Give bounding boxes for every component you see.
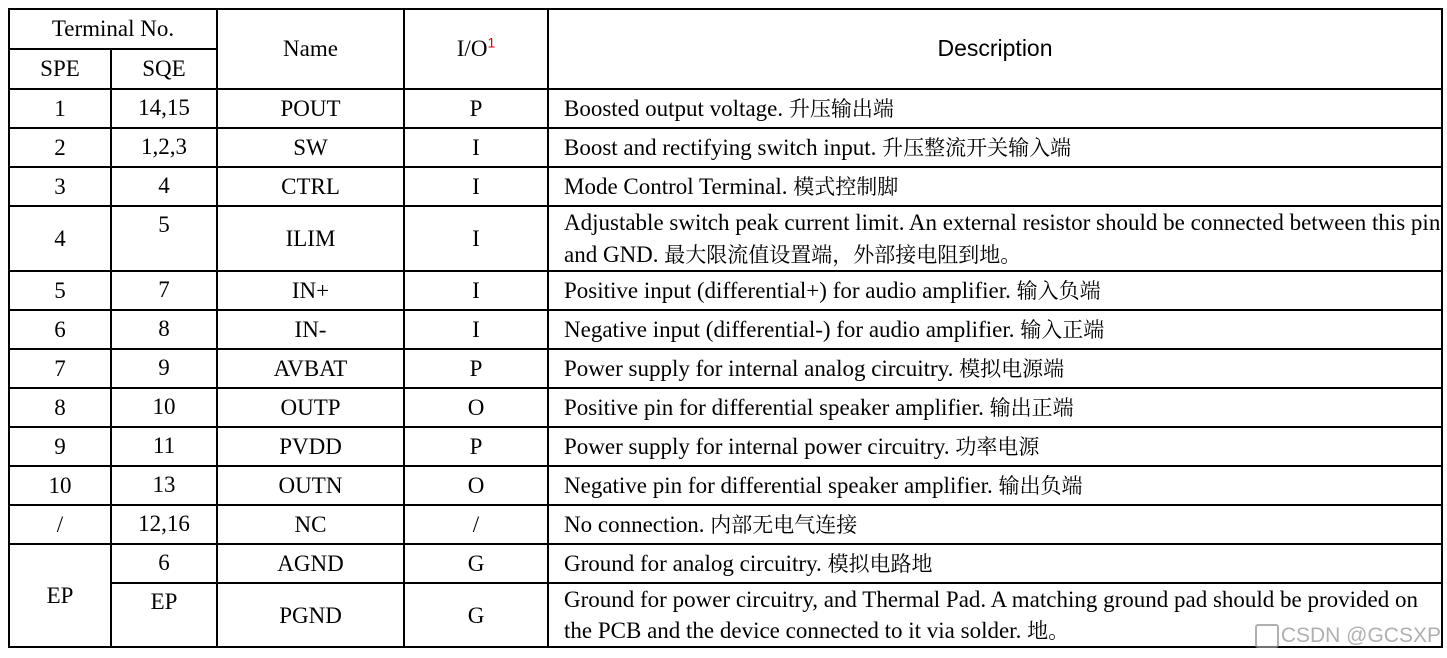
watermark-text: CSDN @GCSXP [1280, 623, 1441, 647]
sqe-cell: EP [111, 583, 217, 647]
name-cell: SW [217, 128, 404, 167]
name-cell: ILIM [217, 206, 404, 271]
sqe-header: SQE [111, 49, 217, 89]
io-cell: I [404, 128, 548, 167]
desc-cn: 内部无电气连接 [710, 512, 858, 537]
desc-en: Boosted output voltage. [564, 95, 784, 121]
io-cell: I [404, 271, 548, 310]
desc-cn: 地。 [1027, 619, 1070, 644]
desc-en: Power supply for internal power circuitry. [564, 433, 950, 459]
desc-cn: 输入负端 [1016, 278, 1101, 303]
spe-cell: 7 [9, 349, 111, 388]
name-cell: POUT [217, 89, 404, 128]
desc-en: Boost and rectifying switch input. [564, 134, 877, 160]
spe-cell: 3 [9, 167, 111, 206]
description-cell [548, 128, 1442, 167]
desc-en: Mode Control Terminal. [564, 173, 788, 199]
desc-cn: 模拟电路地 [827, 551, 933, 576]
desc-cn: 升压输出端 [788, 96, 894, 121]
table-row [9, 271, 1442, 310]
io-cell: G [404, 544, 548, 583]
sqe-cell: 5 [111, 206, 217, 271]
spe-cell: 8 [9, 388, 111, 427]
io-cell: P [404, 89, 548, 128]
io-cell: I [404, 310, 548, 349]
terminal-no-header: Terminal No. [9, 9, 217, 49]
name-cell: NC [217, 505, 404, 544]
sqe-cell: 7 [111, 271, 217, 310]
spe-cell: 4 [9, 206, 111, 271]
table-row [9, 310, 1442, 349]
name-cell: CTRL [217, 167, 404, 206]
sqe-cell: 9 [111, 349, 217, 388]
sqe-cell: 4 [111, 167, 217, 206]
name-cell: PVDD [217, 427, 404, 466]
description-cell [548, 310, 1442, 349]
desc-en: Positive pin for differential speaker amplifier. [564, 394, 984, 420]
description-cell [548, 505, 1442, 544]
name-cell: IN- [217, 310, 404, 349]
sqe-cell: 12,16 [111, 505, 217, 544]
table-row [9, 128, 1442, 167]
sqe-cell: 1,2,3 [111, 128, 217, 167]
desc-en: Ground for analog circuitry. [564, 550, 822, 576]
table-row [9, 427, 1442, 466]
table-row [9, 583, 1442, 647]
io-cell: O [404, 466, 548, 505]
desc-en: No connection. [564, 511, 705, 537]
desc-en: Negative input (differential-) for audio amplifier. [564, 316, 1015, 342]
table-row [9, 505, 1442, 544]
io-cell: / [404, 505, 548, 544]
spe-cell: / [9, 505, 111, 544]
io-header [404, 9, 548, 89]
table-row [9, 544, 1442, 583]
name-cell: PGND [217, 583, 404, 647]
watermark [1255, 624, 1441, 648]
name-cell: AGND [217, 544, 404, 583]
description-cell [548, 89, 1442, 128]
spe-cell: 1 [9, 89, 111, 128]
csdn-logo-icon [1255, 624, 1279, 648]
name-cell: OUTP [217, 388, 404, 427]
description-cell [548, 544, 1442, 583]
desc-cn: 功率电源 [955, 434, 1040, 459]
table-row [9, 89, 1442, 128]
description-header: Description [548, 9, 1442, 89]
io-footnote-marker: 1 [487, 34, 496, 51]
io-cell: O [404, 388, 548, 427]
desc-cn: 模拟电源端 [959, 356, 1065, 381]
desc-cn: 最大限流值设置端，外部接电阻到地。 [664, 242, 1022, 267]
io-header-label: I/O [456, 36, 488, 62]
description-cell [548, 388, 1442, 427]
desc-cn: 输入正端 [1020, 317, 1105, 342]
description-cell [548, 349, 1442, 388]
description-cell [548, 271, 1442, 310]
spe-cell: 2 [9, 128, 111, 167]
desc-cn: 输出负端 [998, 473, 1083, 498]
io-cell: P [404, 427, 548, 466]
name-cell: IN+ [217, 271, 404, 310]
sqe-cell: 10 [111, 388, 217, 427]
description-cell [548, 206, 1442, 271]
spe-cell: 10 [9, 466, 111, 505]
spe-cell: 9 [9, 427, 111, 466]
desc-en: Negative pin for differential speaker amplifier. [564, 472, 993, 498]
desc-en: Positive input (differential+) for audio amplifier. [564, 277, 1011, 303]
sqe-cell: 8 [111, 310, 217, 349]
io-cell: G [404, 583, 548, 647]
table-row [9, 349, 1442, 388]
table-row [9, 466, 1442, 505]
spe-cell: 6 [9, 310, 111, 349]
desc-en: Ground for power circuitry, and Thermal Pad. A matching ground pad should be provided on the PCB and the device connected to it via solder. [564, 587, 1419, 644]
name-cell: AVBAT [217, 349, 404, 388]
spe-header: SPE [9, 49, 111, 89]
desc-cn: 输出正端 [989, 395, 1074, 420]
desc-cn: 升压整流开关输入端 [882, 135, 1072, 160]
sqe-cell: 11 [111, 427, 217, 466]
io-cell: I [404, 167, 548, 206]
sqe-cell: 6 [111, 544, 217, 583]
table-row [9, 206, 1442, 271]
pin-description-table [8, 8, 1443, 648]
table-row [9, 388, 1442, 427]
table-row [9, 167, 1442, 206]
name-cell: OUTN [217, 466, 404, 505]
io-cell: P [404, 349, 548, 388]
sqe-cell: 13 [111, 466, 217, 505]
name-header: Name [217, 9, 404, 89]
sqe-cell: 14,15 [111, 89, 217, 128]
description-cell [548, 466, 1442, 505]
description-cell [548, 427, 1442, 466]
spe-cell: EP [9, 544, 111, 647]
desc-en: Adjustable switch peak current limit. An external resistor should be connected between this pin and GND. [564, 210, 1441, 267]
description-cell [548, 167, 1442, 206]
desc-cn: 模式控制脚 [793, 174, 899, 199]
spe-cell: 5 [9, 271, 111, 310]
desc-en: Power supply for internal analog circuitry. [564, 355, 954, 381]
io-cell: I [404, 206, 548, 271]
